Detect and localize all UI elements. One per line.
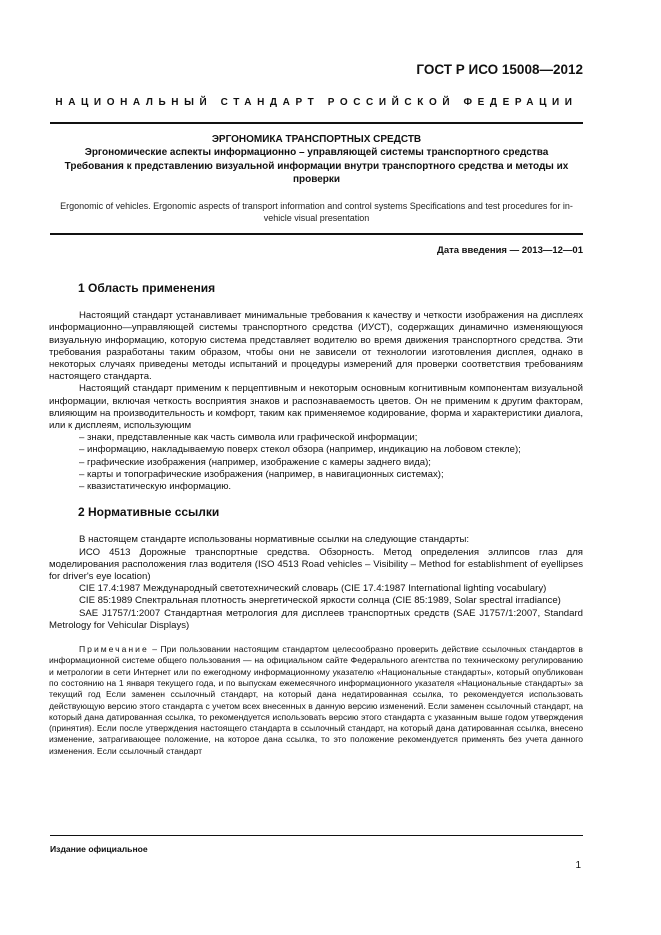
list-item: – карты и топографические изображения (например, в навигационных системах); [79,468,444,480]
normative-reference: ИСО 4513 Дорожные транспортные средства. Обзорность. Метод определения эллипсов глаз для моделирования расположения глаз водителя (ISO 4513 Road vehicles – Visibility – Method for establishment of eyellipses for driver's eye location) [49,546,583,583]
note-label: Примечание [79,644,149,655]
standard-code: ГОСТ Р ИСО 15008—2012 [416,62,583,77]
normative-reference: SAE J1757/1:2007 Стандартная метрология для дисплеев транспортных средств (SAE J1757/1:2007, Standard Metrology for Vehicular Displays) [49,607,583,631]
section-1-paragraph-2: Настоящий стандарт применим к перцептивным и некоторым основным когнитивным компонентам визуальной информации, включая четкость восприятия знаков и распознаваемость цветов. Он не применим к другим факторам, влияющим на производительность и комфорт, таким как применяемое кодирование, форма и характеристики диалога, или к дисплеям, использующим [49,383,583,432]
official-edition-label: Издание официальное [50,844,148,854]
page-number: 1 [575,860,581,871]
section-2-intro: В настоящем стандарте использованы нормативные ссылки на следующие стандарты: [79,534,470,546]
list-item: – квазистатическую информацию. [79,481,232,493]
note-paragraph [49,644,583,757]
list-item: – знаки, представленные как часть символа или графической информации; [79,432,418,444]
title-divider [50,233,583,235]
footer-divider [50,835,583,836]
list-item: – информацию, накладываемую поверх стекол обзора (например, индикацию на лобовом стекле); [79,444,521,456]
introduction-date: Дата введения — 2013—12—01 [437,245,583,256]
title-subtitle-1: Эргономические аспекты информационно – управляющей системы транспортного средства [84,147,549,158]
section-1-heading: 1 Область применения [78,281,216,295]
title-block [50,133,583,225]
note-text: – При пользовании настоящим стандартом целесообразно проверить действие ссылочных стандартов в информационной системе общего пользования — на официальном сайте Федерального агентства по техническому регулированию и метрологии в сети Интернет или по ежегодному информационному указателю «Национальные стандарты», который опубликован по состоянию на 1 января текущего года, и по выпускам ежемесячного информационного указателя «Национальные стандарты» за текущий год Если заменен ссылочный стандарт, на который дана недатированная ссылка, то рекомендуется использовать действующую версию этого стандарта с учетом всех внесенных в данную версию изменений. Если заменен ссылочный стандарт, на который дана датированная ссылка, то рекомендуется использовать версию этого стандарта с указанным выше годом утверждения (принятия). Если после утверждения настоящего стандарта в ссылочный стандарт, на который дана датированная ссылка, внесено изменение, затрагивающее положение, на которое дана ссылка, то это положение рекомендуется применять без учета данного изменения. Если ссылочный стандарт [49,644,583,756]
section-2-heading: 2 Нормативные ссылки [78,505,220,520]
normative-reference: CIE 85:1989 Спектральная плотность энергетической яркости солнца (CIE 85:1989, Solar spectral irradiance) [79,595,561,607]
section-1-paragraph-1: Настоящий стандарт устанавливает минимальные требования к качеству и четкости изображения на дисплеях информационно—управляющей системы транспортного средства (ИУСТ), содержащих динамично изменяющуюся визуальную информацию, которую система представляет водителю во время движения транспортного средства. Эти требования разработаны таким образом, чтобы они не зависели от технологии изготовления дисплея, однако в некоторых случаях приведены методы испытаний и процедуры измерений для проверки соответствия требованиям настоящего стандарта. [49,310,583,383]
list-item: – графические изображения (например, изображение с камеры заднего вида); [79,456,431,468]
title-english: Ergonomic of vehicles. Ergonomic aspects of transport information and control systems Specifications and test procedures for in-vehicle visual presentation [60,200,573,223]
title-main: ЭРГОНОМИКА ТРАНСПОРТНЫХ СРЕДСТВ [211,134,422,145]
main-content [49,282,583,757]
normative-reference: CIE 17.4:1987 Международный светотехнический словарь (CIE 17.4:1987 International lighting vocabulary) [79,583,547,595]
national-standard-line: НАЦИОНАЛЬНЫЙ СТАНДАРТ РОССИЙСКОЙ ФЕДЕРАЦИИ [55,97,578,108]
top-divider [50,122,583,124]
title-subtitle-2: Требования к представлению визуальной информации внутри транспортного средства и методы их проверки [64,160,569,185]
